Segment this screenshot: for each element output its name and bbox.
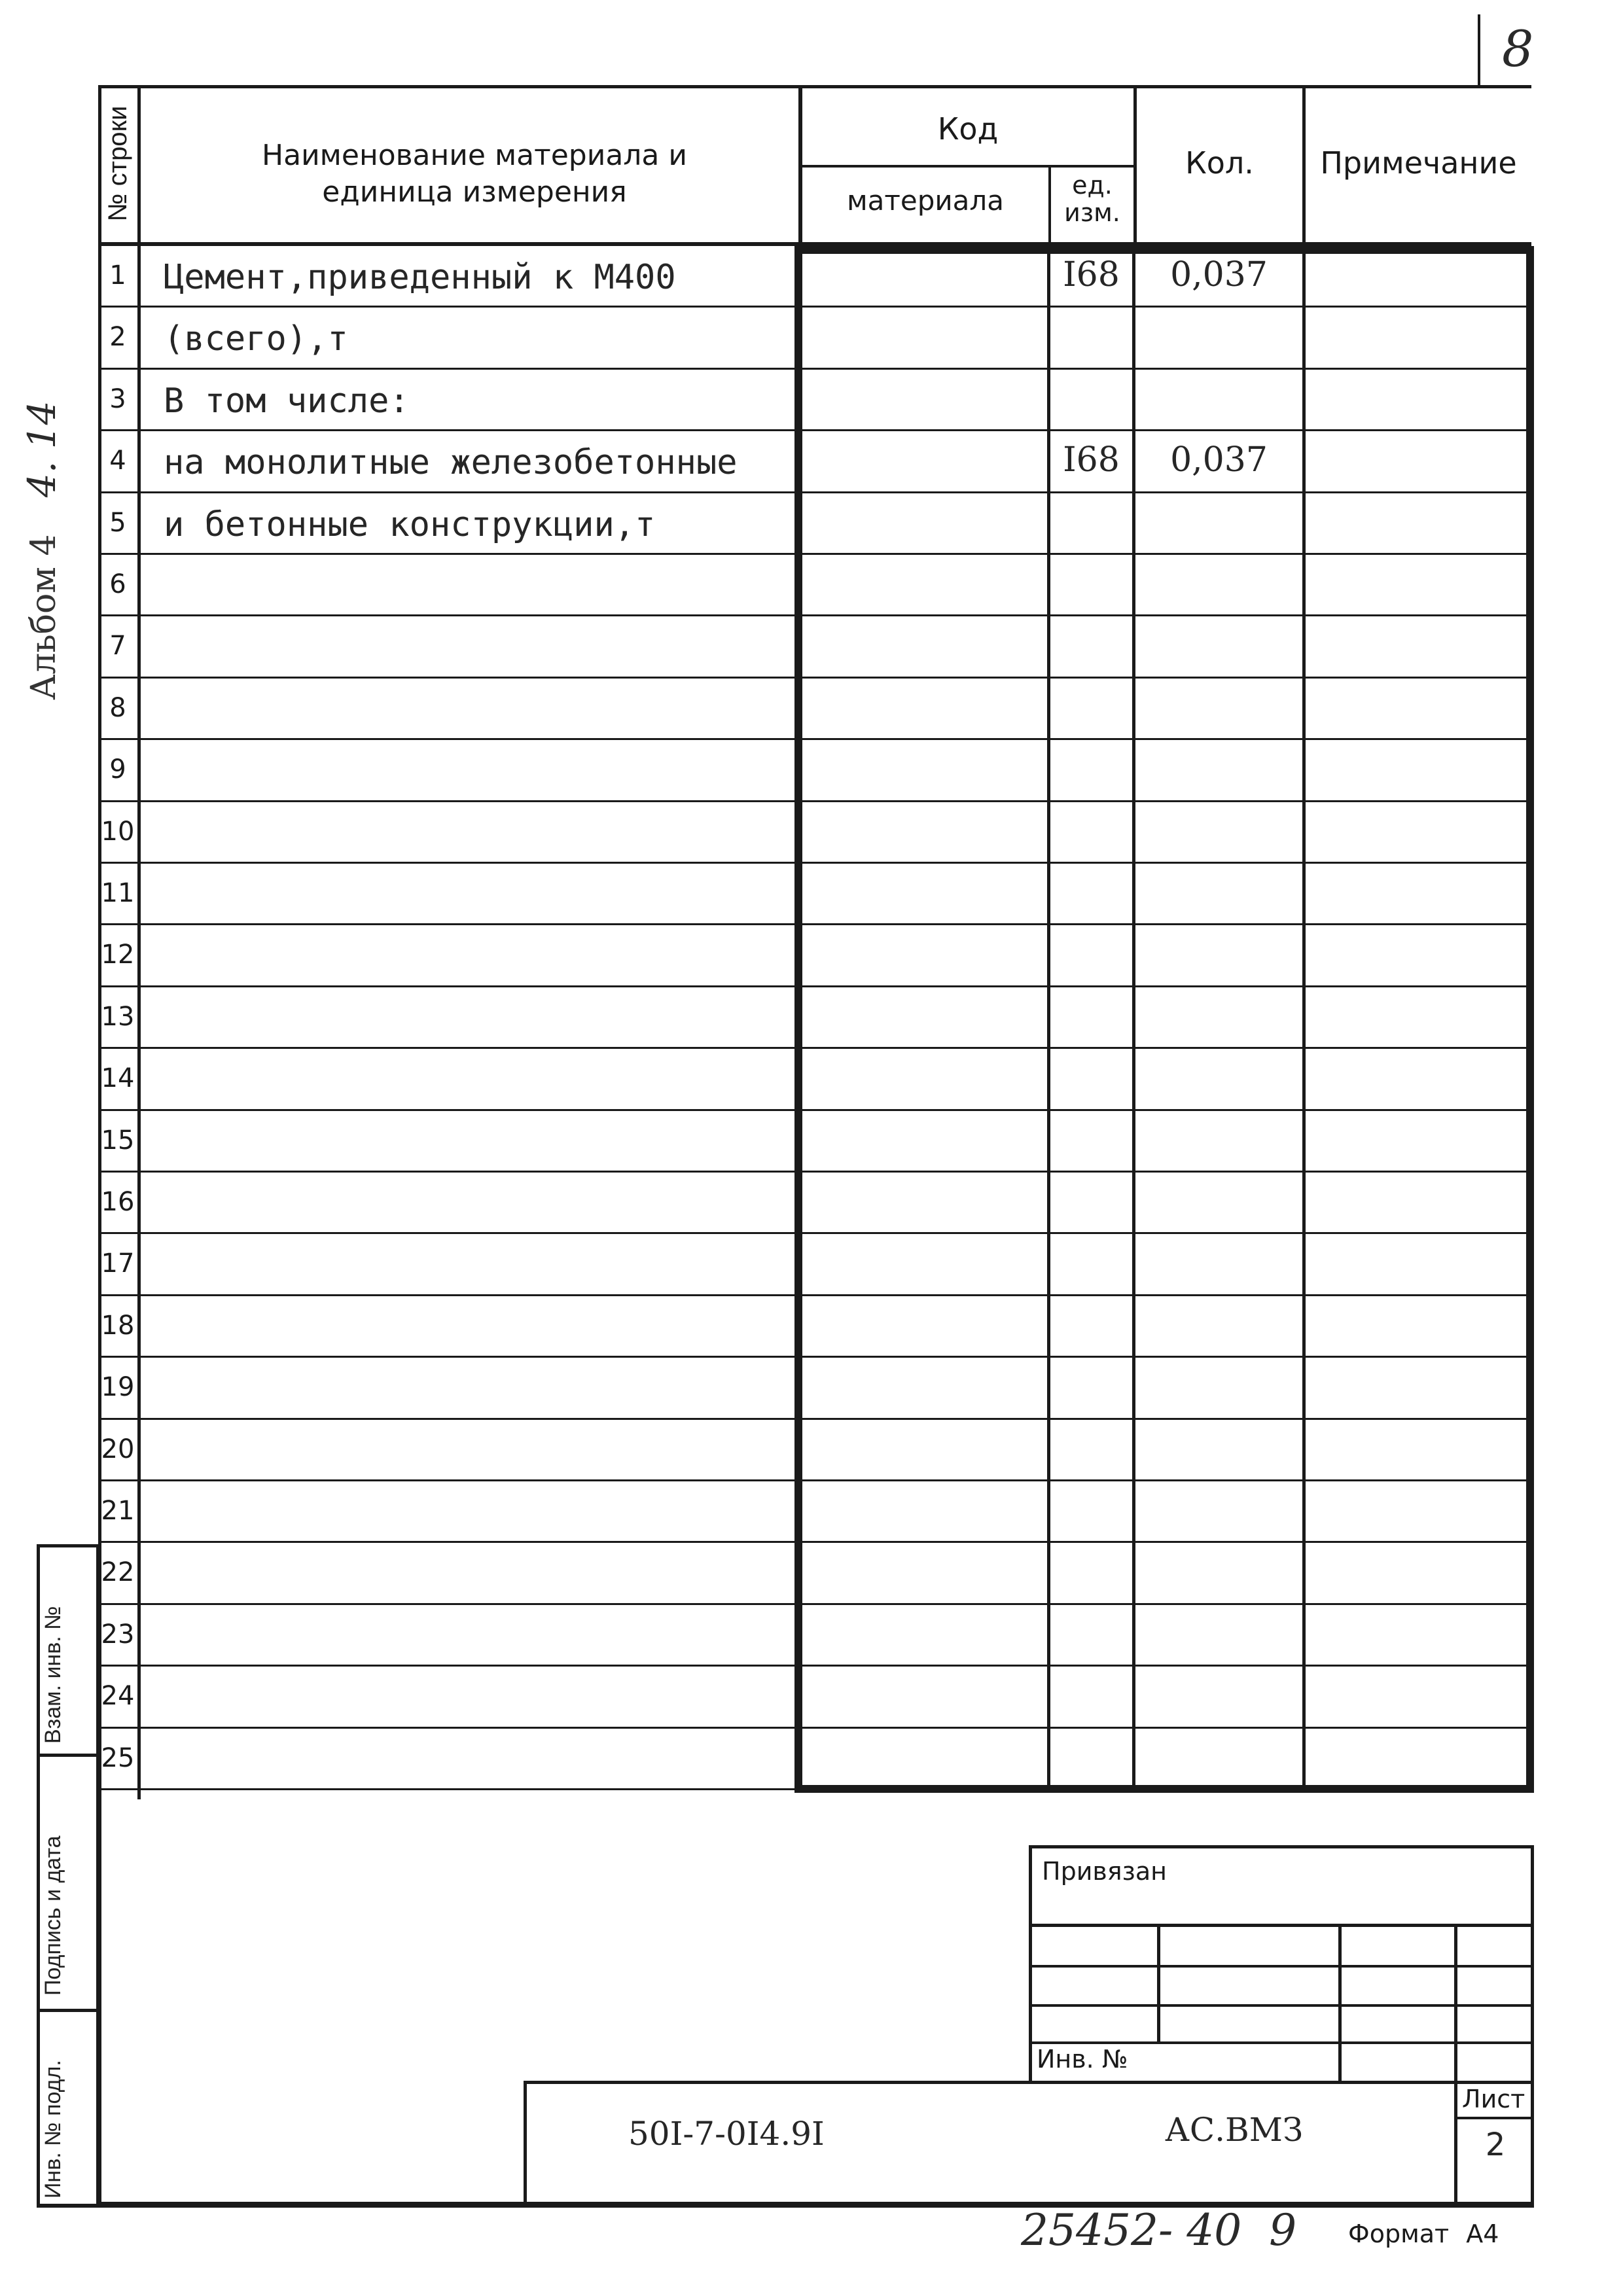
row-rule: [98, 1665, 1534, 1667]
row-name: В том числе:: [164, 381, 410, 421]
stamp-bound-rule-3: [1029, 2004, 1534, 2007]
row-quantity: 0,037: [1170, 440, 1268, 480]
row-number: 14: [101, 1063, 135, 1093]
row-rule: [98, 862, 1534, 864]
row-rule: [98, 1171, 1534, 1173]
header-code-material: материала: [846, 185, 1004, 217]
row-rule: [98, 1603, 1534, 1605]
row-number: 7: [109, 631, 126, 661]
header-row-no: № строки: [103, 105, 132, 222]
stamp-doc-mark: АС.ВМЗ: [1165, 2111, 1304, 2149]
album-handwritten-number: 4. 14: [20, 400, 64, 498]
row-rule: [98, 923, 1534, 925]
row-rule: [98, 1727, 1534, 1729]
row-number: 6: [109, 569, 126, 599]
row-number: 3: [109, 384, 126, 414]
row-rule: [98, 1541, 1534, 1543]
row-rule: [98, 738, 1534, 740]
page-number: 8: [1502, 20, 1534, 78]
header-name-line2: единица измерения: [322, 175, 627, 209]
row-number: 8: [109, 693, 126, 723]
stamp-sheet-rule: [1454, 2117, 1534, 2119]
row-number: 19: [101, 1372, 135, 1402]
row-number: 22: [101, 1557, 135, 1587]
stamp-bound-col-1: [1157, 1924, 1160, 2044]
row-name: Цемент,приведенный к М400: [164, 258, 676, 297]
data-sep-note: [1302, 246, 1306, 1793]
row-rule: [98, 1356, 1534, 1358]
header-unit-line1: ед.: [1072, 171, 1113, 200]
row-number: 5: [109, 508, 126, 538]
row-rule: [98, 1294, 1534, 1296]
stamp-bound-rule-2: [1029, 1965, 1534, 1968]
row-rule: [98, 368, 1534, 370]
header-note: Примечание: [1320, 145, 1517, 181]
row-rule: [98, 1109, 1534, 1111]
stamp-sheet-label: Лист: [1462, 2085, 1525, 2113]
header-qty: Кол.: [1185, 145, 1254, 181]
stamp-bound-rule-4: [1029, 2041, 1534, 2044]
row-number: 21: [101, 1496, 135, 1526]
album-label-text: Альбом 4: [24, 534, 63, 700]
row-quantity: 0,037: [1170, 255, 1268, 294]
row-number: 18: [101, 1311, 135, 1341]
row-number: 10: [101, 817, 135, 847]
code-header-rule: [798, 165, 1136, 168]
row-number: 24: [101, 1681, 135, 1711]
header-unit-line2: изм.: [1064, 198, 1120, 227]
footer-format: [1348, 2219, 1499, 2248]
side-album-label: [20, 360, 72, 700]
row-name: и бетонные конструкции,т: [164, 505, 656, 544]
row-rule: [98, 1232, 1534, 1234]
page-bottom-rule: [37, 2204, 1534, 2208]
stamp-bound-label: Привязан: [1042, 1857, 1167, 1886]
row-rule: [98, 985, 1534, 987]
row-number: 16: [101, 1187, 135, 1217]
left-stamp-divider-1: [37, 1754, 99, 1757]
row-rule: [98, 491, 1534, 493]
row-name: (всего),т: [164, 319, 348, 359]
row-number: 11: [101, 878, 135, 908]
stamp-bound-col-2: [1338, 1924, 1342, 2081]
row-rule: [98, 1418, 1534, 1420]
row-number: 17: [101, 1248, 135, 1279]
row-rule: [98, 1479, 1534, 1481]
header-code-unit: [1051, 171, 1133, 226]
page-number-rule: [1478, 14, 1480, 86]
stamp-sheet-value: 2: [1485, 2127, 1506, 2163]
row-number: 25: [101, 1743, 135, 1773]
row-number: 1: [109, 260, 126, 291]
left-stamp-label-3: Инв. № подл.: [41, 2060, 65, 2199]
row-unit-code: I68: [1063, 255, 1120, 294]
header-name-line1: Наименование материала и: [262, 139, 687, 172]
row-number: 12: [101, 940, 135, 970]
row-name: на монолитные железобетонные: [164, 443, 738, 482]
row-number: 13: [101, 1002, 135, 1032]
row-number: 15: [101, 1125, 135, 1156]
row-rule: [98, 614, 1534, 616]
row-rule: [98, 1047, 1534, 1049]
header-code: Код: [937, 111, 999, 147]
row-rule: [98, 1788, 1534, 1790]
row-rule: [98, 677, 1534, 679]
row-number: 9: [109, 754, 126, 785]
stamp-doc-code: 50I-7-0I4.9I: [628, 2115, 825, 2153]
footer-format-label: Формат: [1348, 2219, 1450, 2248]
stamp-bound-col-3: [1454, 1924, 1457, 2081]
left-stamp-label-2: Подпись и дата: [41, 1835, 65, 1996]
row-rule: [98, 429, 1534, 431]
row-rule: [98, 800, 1534, 802]
footer-format-value: А4: [1466, 2219, 1499, 2248]
header-name: [151, 137, 798, 211]
left-stamp-label-1: Взам. инв. №: [41, 1606, 65, 1744]
row-rule: [98, 553, 1534, 555]
row-number: 2: [109, 322, 126, 352]
row-rule: [98, 306, 1534, 308]
row-number: 4: [109, 446, 126, 476]
footer-handwritten-number: 25452- 40 9: [1021, 2205, 1297, 2255]
row-number: 20: [101, 1434, 135, 1464]
row-number: 23: [101, 1619, 135, 1650]
stamp-bound-rule-1: [1029, 1924, 1534, 1927]
row-unit-code: I68: [1063, 440, 1120, 480]
stamp-inv-label: Инв. №: [1037, 2045, 1128, 2074]
